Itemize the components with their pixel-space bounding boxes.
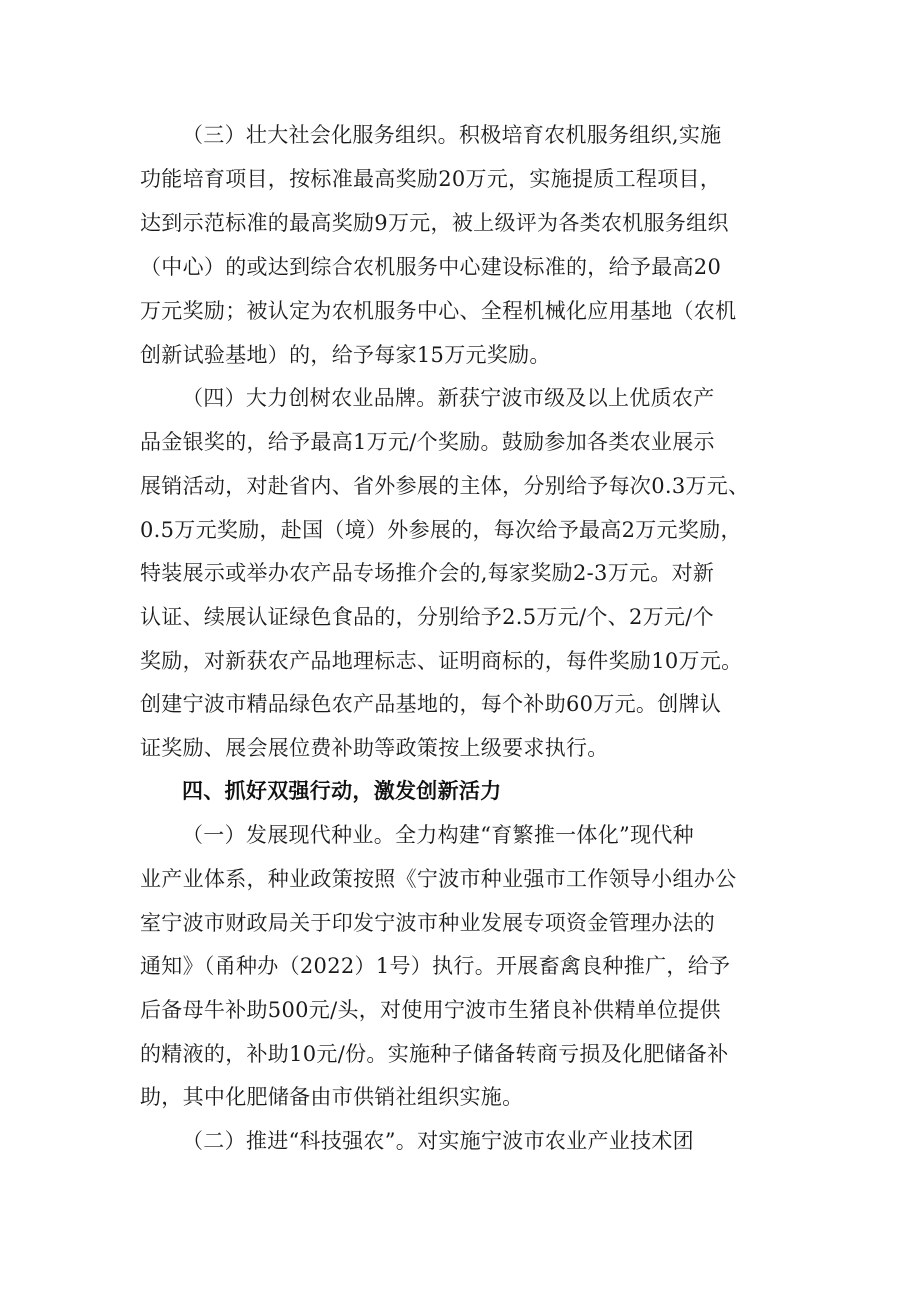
- paragraph-4-line-5: 特装展示或举办农产品专场推介会的,每家奖励2-3万元。对新: [140, 561, 715, 585]
- section-heading: 四、抓好双强行动，激发创新活力: [182, 779, 502, 803]
- paragraph-1-line-7: 助，其中化肥储备由市供销社组织实施。: [140, 1085, 524, 1109]
- paragraph-1-line-1: （一）发展现代种业。全力构建“育繁推一体化”现代种: [182, 823, 694, 847]
- paragraph-2-line-1: （二）推进“科技强农”。对实施宁波市农业产业技术团: [182, 1129, 694, 1153]
- paragraph-3-line-1: （三）壮大社会化服务组织。积极培育农机服务组织,实施: [182, 123, 722, 147]
- paragraph-1-line-3: 室宁波市财政局关于印发宁波市种业发展专项资金管理办法的: [140, 911, 716, 935]
- paragraph-1-line-2: 业产业体系，种业政策按照《宁波市种业强市工作领导小组办公: [140, 867, 737, 891]
- paragraph-4-line-7: 奖励，对新获农产品地理标志、证明商标的，每件奖励10万元。: [140, 649, 743, 673]
- paragraph-1-line-4: 通知》（甬种办（2022）1号）执行。开展畜禽良种推广，给予: [140, 954, 731, 978]
- paragraph-4-line-8: 创建宁波市精品绿色农产品基地的，每个补助60万元。创牌认: [140, 692, 722, 716]
- paragraph-3-line-3: 达到示范标准的最高奖励9万元，被上级评为各类农机服务组织: [140, 211, 729, 235]
- paragraph-3-line-5: 万元奖励；被认定为农机服务中心、全程机械化应用基地（农机: [140, 299, 737, 323]
- paragraph-1-line-5: 后备母牛补助500元/头，对使用宁波市生猪良补供精单位提供: [140, 998, 721, 1022]
- paragraph-4-line-9: 证奖励、展会展位费补助等政策按上级要求执行。: [140, 736, 609, 760]
- paragraph-1-line-6: 的精液的，补助10元/份。实施种子储备转商亏损及化肥储备补: [140, 1042, 729, 1066]
- paragraph-4-line-3: 展销活动，对赴省内、省外参展的主体，分别给予每次0.3万元、: [140, 474, 750, 498]
- paragraph-3-line-4: （中心）的或达到综合农机服务中心建设标准的，给予最高20: [140, 255, 722, 279]
- paragraph-4-line-4: 0.5万元奖励，赴国（境）外参展的，每次给予最高2万元奖励，: [140, 518, 742, 542]
- paragraph-3-line-2: 功能培育项目，按标准最高奖励20万元，实施提质工程项目，: [140, 167, 722, 191]
- paragraph-4-line-6: 认证、续展认证绿色食品的，分别给予2.5万元/个、2万元/个: [140, 605, 714, 629]
- paragraph-3-line-6: 创新试验基地）的，给予每家15万元奖励。: [140, 343, 551, 367]
- paragraph-4-line-1: （四）大力创树农业品牌。新获宁波市级及以上优质农产: [182, 386, 715, 410]
- paragraph-4-line-2: 品金银奖的，给予最高1万元/个奖励。鼓励参加各类农业展示: [140, 430, 715, 454]
